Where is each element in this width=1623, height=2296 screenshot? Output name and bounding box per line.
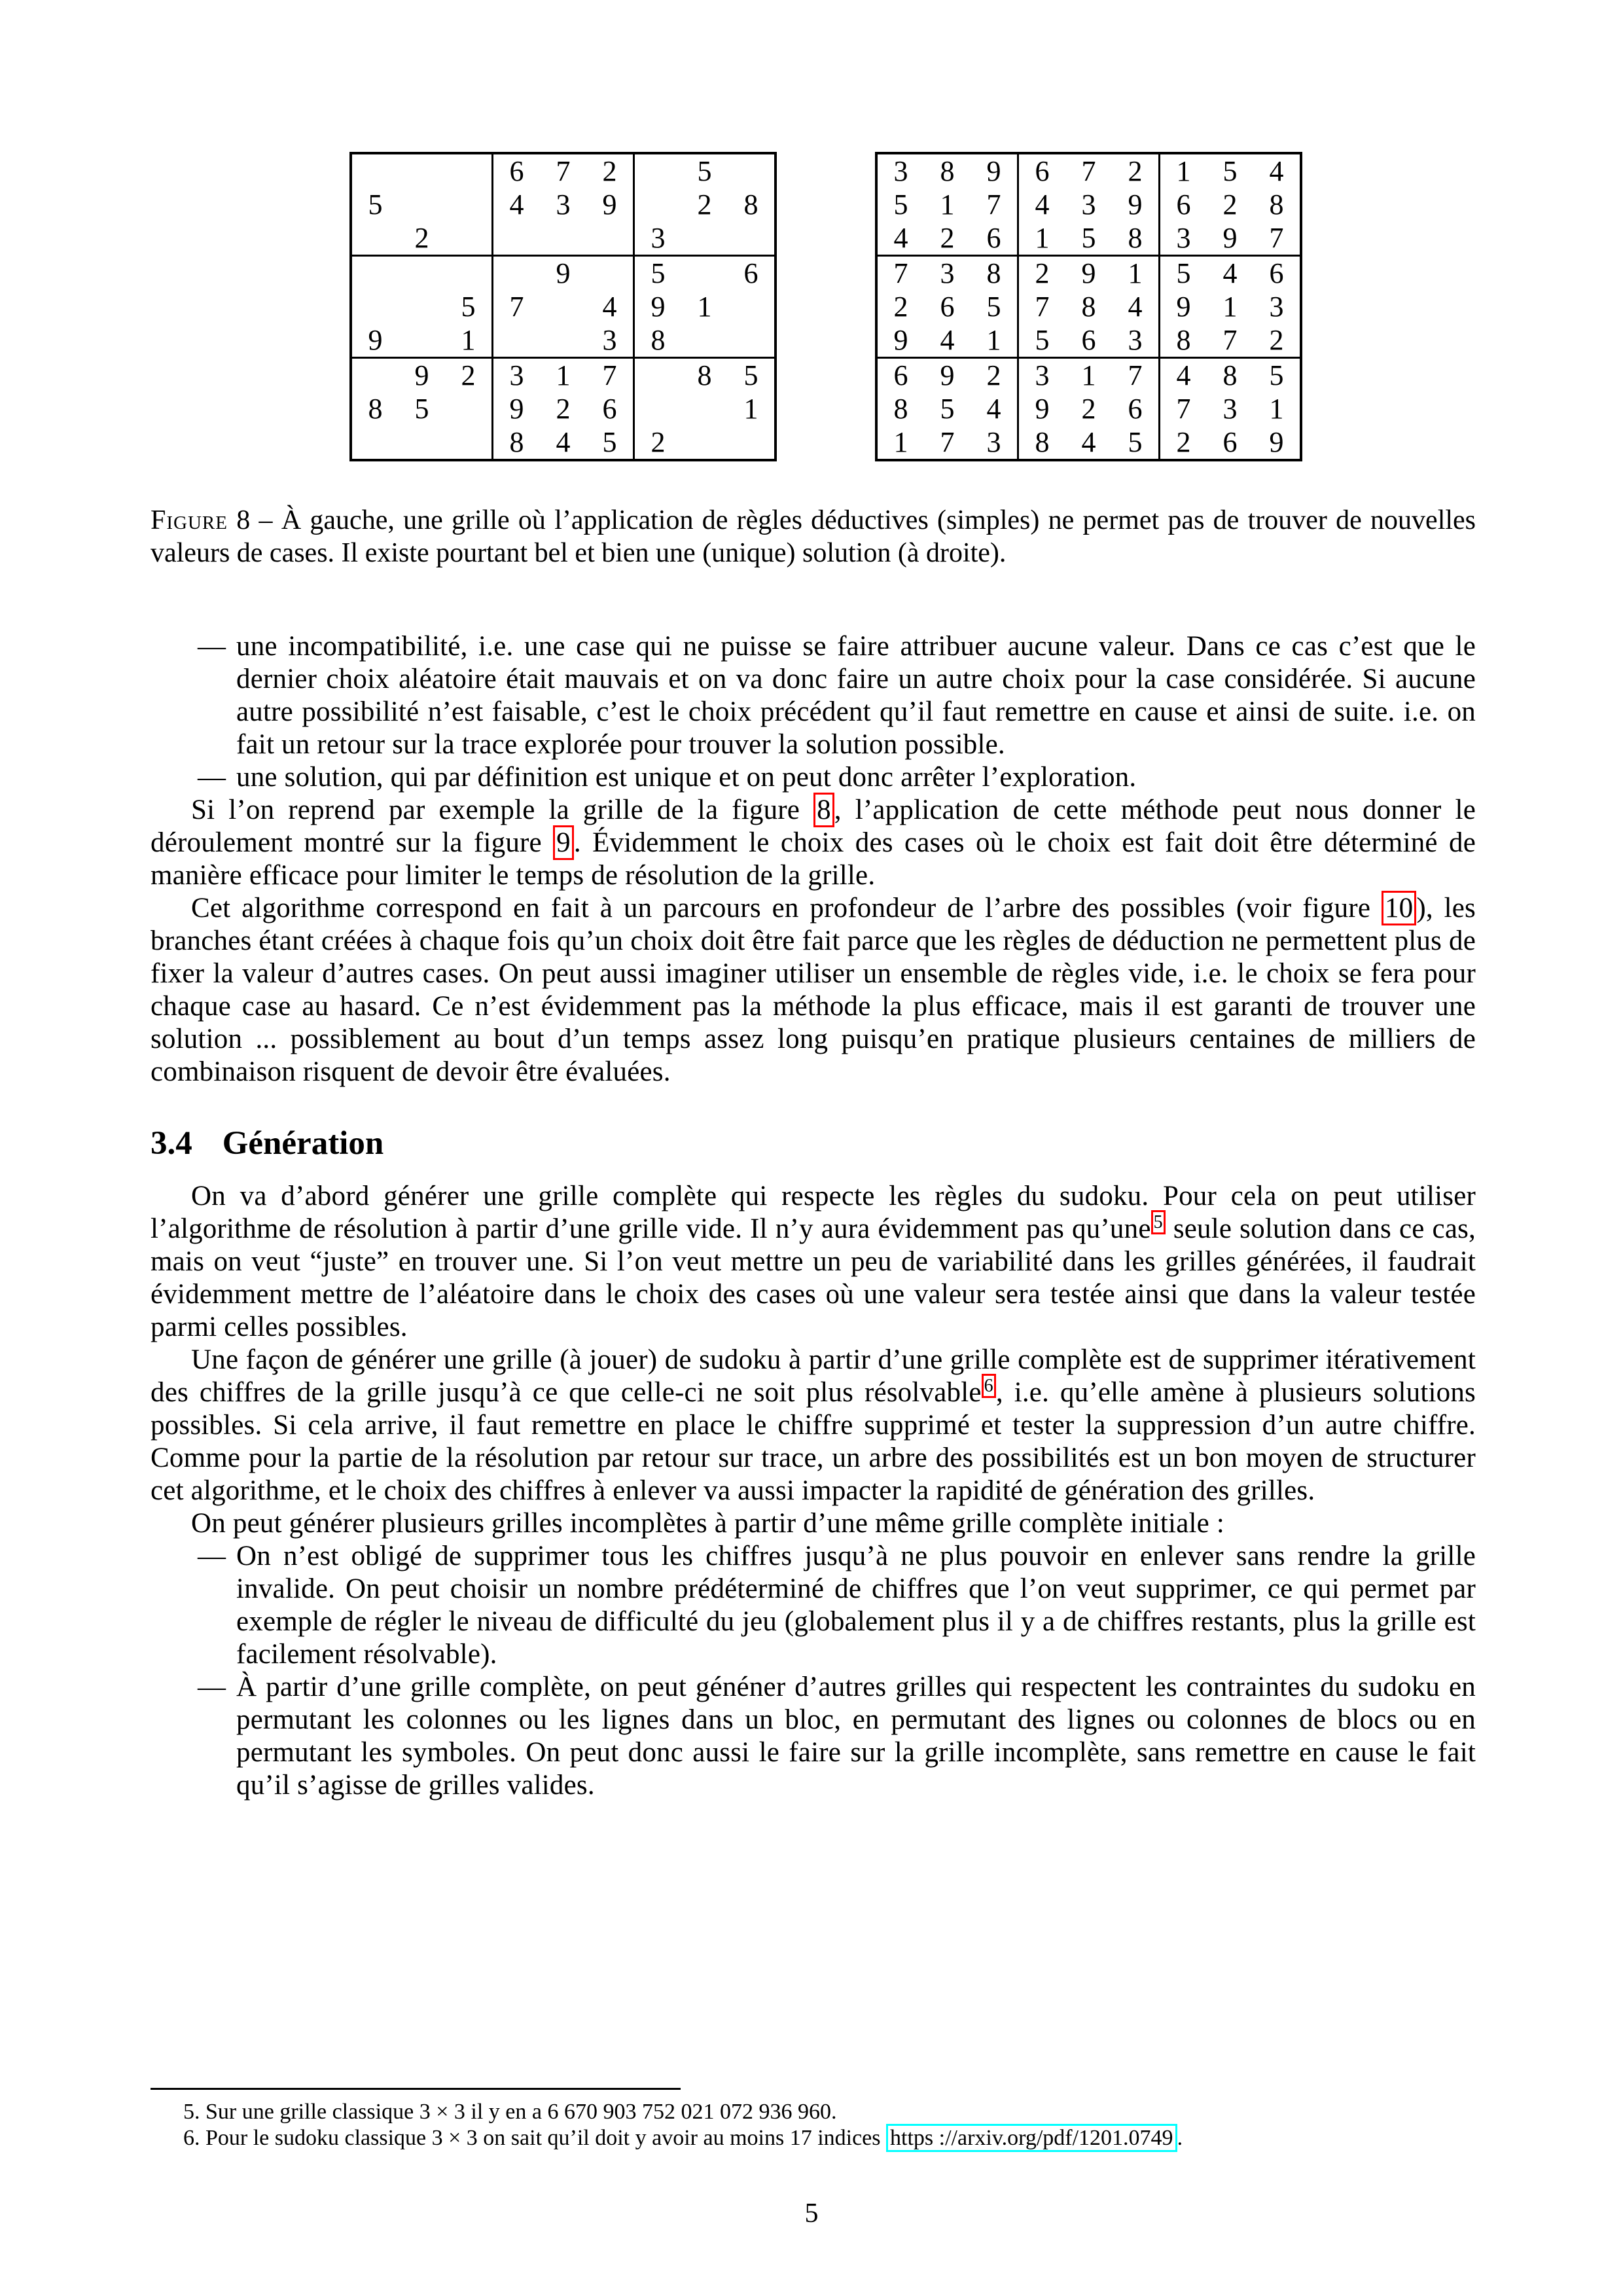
footnotes-block: [151, 2088, 1476, 2151]
sudoku-cell: 7: [509, 291, 524, 323]
sudoku-cell-empty: [351, 221, 399, 256]
sudoku-cell: 5: [1018, 323, 1066, 358]
sudoku-cell-empty: [351, 358, 399, 393]
sudoku-cell-empty: [351, 153, 399, 188]
sudoku-cell-empty: [728, 221, 776, 256]
sudoku-cell: 5: [368, 188, 383, 221]
outcomes-list: [151, 630, 1476, 794]
dash-marker: —: [198, 762, 226, 793]
sudoku-cell: 6: [1222, 426, 1238, 458]
sudoku-cell: 3: [971, 425, 1018, 460]
sudoku-cell: 8: [1222, 359, 1238, 391]
figure-ref-9[interactable]: 9: [553, 825, 574, 860]
sudoku-cell: 6: [1176, 188, 1191, 221]
sudoku-cell: 4: [1222, 257, 1238, 289]
sudoku-cell: 3: [556, 188, 571, 221]
sudoku-cell: 3: [1112, 323, 1160, 358]
sudoku-cell: 1: [1081, 359, 1096, 391]
sudoku-cell-empty: [399, 425, 445, 460]
sudoku-cell: 4: [1269, 155, 1284, 187]
sudoku-cell-empty: [634, 392, 682, 425]
sudoku-cell: 5: [586, 425, 634, 460]
sudoku-cell: 5: [1269, 359, 1284, 391]
sudoku-cell: 2: [893, 291, 908, 323]
sudoku-cell: 1: [1222, 291, 1238, 323]
sudoku-cell: 3: [634, 221, 682, 256]
sudoku-cell: 1: [743, 393, 758, 425]
figure-caption: [151, 504, 1476, 569]
figure-caption-label: Figure: [151, 505, 228, 535]
sudoku-cell: 2: [1035, 257, 1050, 289]
generation-options-list: [151, 1540, 1476, 1802]
sudoku-cell: 4: [971, 392, 1018, 425]
sudoku-cell: 9: [1112, 188, 1160, 221]
sudoku-cell: 1: [1176, 155, 1191, 187]
sudoku-cell: 5: [743, 359, 758, 391]
paragraph-cet-algorithme: [151, 892, 1476, 1088]
sudoku-cell: 5: [651, 257, 666, 289]
sudoku-cell: 8: [697, 359, 712, 391]
sudoku-cell: 1: [971, 323, 1018, 358]
sudoku-cell: 4: [876, 221, 924, 256]
sudoku-cell-empty: [728, 290, 776, 323]
figure-caption-number: 8: [236, 505, 251, 535]
paragraph-text: . Évidemment le choix des cases où le choix est fait doit être déterminé de manière efficace pour limiter le temps de résolution de la grille.: [151, 827, 1476, 891]
sudoku-cell: 8: [1112, 221, 1160, 256]
sudoku-cell: 2: [697, 188, 712, 221]
paragraph-une-facon: [151, 1344, 1476, 1507]
sudoku-cell: 4: [1081, 426, 1096, 458]
list-item: [151, 1540, 1476, 1671]
sudoku-cell-empty: [399, 153, 445, 188]
footnote-text: Pour le sudoku classique 3 × 3 on sait qu’il doit y avoir au moins 17 indices: [205, 2126, 887, 2150]
sudoku-cell: 2: [1253, 323, 1301, 358]
sudoku-cell-empty: [540, 323, 586, 358]
sudoku-row: [351, 358, 776, 393]
sudoku-cell-empty: [445, 188, 493, 221]
sudoku-cell: 7: [1035, 291, 1050, 323]
sudoku-cell: 1: [1112, 256, 1160, 291]
sudoku-cell-empty: [445, 425, 493, 460]
sudoku-cell: 1: [940, 188, 955, 221]
sudoku-cell: 8: [1081, 291, 1096, 323]
sudoku-row: [876, 425, 1301, 460]
sudoku-cell: 5: [1065, 221, 1112, 256]
footnote-marker: 6.: [183, 2126, 200, 2150]
sudoku-cell: 7: [586, 358, 634, 393]
sudoku-cell: 9: [556, 257, 571, 289]
sudoku-cell-empty: [351, 256, 399, 291]
sudoku-cell-empty: [728, 323, 776, 358]
sudoku-cell-empty: [351, 290, 399, 323]
sudoku-cell: 8: [1035, 426, 1050, 458]
sudoku-cell: 3: [509, 359, 524, 391]
sudoku-cell-empty: [586, 221, 634, 256]
sudoku-cell: 7: [940, 426, 955, 458]
sudoku-cell: 9: [414, 359, 429, 391]
sudoku-cell: 3: [1269, 291, 1284, 323]
sudoku-cell-empty: [493, 256, 541, 291]
sudoku-cell: 5: [1112, 425, 1160, 460]
sudoku-cell-empty: [445, 256, 493, 291]
sudoku-cell: 5: [1176, 257, 1191, 289]
sudoku-cell: 4: [1112, 290, 1160, 323]
footnote-text: .: [1177, 2126, 1183, 2150]
sudoku-cell: 2: [1112, 153, 1160, 188]
sudoku-cell: 7: [893, 257, 908, 289]
footnote-rule: [151, 2088, 681, 2090]
sudoku-cell: 9: [1035, 393, 1050, 425]
body-text: [151, 630, 1476, 1802]
sudoku-cell: 8: [743, 188, 758, 221]
sudoku-cell: 4: [509, 188, 524, 221]
sudoku-row: [351, 290, 776, 323]
sudoku-cell-empty: [681, 256, 728, 291]
page-number: 5: [804, 2198, 819, 2229]
sudoku-cell-empty: [586, 256, 634, 291]
section-number: 3.4: [151, 1125, 192, 1162]
sudoku-cell: 4: [924, 323, 971, 358]
sudoku-cell: 9: [876, 323, 924, 358]
sudoku-cell: 4: [1176, 359, 1191, 391]
section-title: Génération: [222, 1125, 384, 1162]
sudoku-cell: 8: [971, 256, 1018, 291]
sudoku-row: [876, 153, 1301, 188]
sudoku-cell: 6: [743, 257, 758, 289]
sudoku-cell: 3: [940, 257, 955, 289]
sudoku-row: [876, 290, 1301, 323]
dash-marker: —: [198, 1541, 226, 1571]
sudoku-cell-empty: [728, 425, 776, 460]
sudoku-cell: 6: [893, 359, 908, 391]
sudoku-cell: 7: [1253, 221, 1301, 256]
sudoku-cell: 1: [1018, 221, 1066, 256]
sudoku-cell: 5: [893, 188, 908, 221]
sudoku-cell: 3: [1222, 393, 1238, 425]
sudoku-cell: 5: [697, 155, 712, 187]
sudoku-cell-empty: [681, 323, 728, 358]
list-item-text: On n’est obligé de supprimer tous les chiffres jusqu’à ne plus pouvoir en enlever sans rendre la grille invalide. On peut choisir un nombre prédéterminé de chiffres que l’on veut supprimer, ce qui permet par exemple de régler le niveau de difficulté du jeu (globalement plus il y a de chiffres restants, plus la grille est facilement résolvable).: [236, 1541, 1476, 1670]
sudoku-cell: 9: [651, 291, 666, 323]
sudoku-cell: 5: [1222, 155, 1238, 187]
sudoku-cell: 3: [893, 155, 908, 187]
sudoku-cell: 6: [1065, 323, 1112, 358]
paragraph-text: Une façon de générer une grille (à jouer) de sudoku à partir d’une grille complète est de supprimer itérativement des chiffres de la grille jusqu’à ce que celle-ci ne soit plus résolvable: [151, 1344, 1476, 1408]
sudoku-cell: 5: [940, 393, 955, 425]
sudoku-cell: 8: [634, 323, 682, 358]
sudoku-row: [351, 221, 776, 256]
sudoku-cell: 7: [556, 155, 571, 187]
sudoku-cell: 6: [1035, 155, 1050, 187]
sudoku-cell: 9: [351, 323, 399, 358]
sudoku-cell-empty: [540, 221, 586, 256]
sudoku-row: [876, 358, 1301, 393]
sudoku-cell-empty: [445, 221, 493, 256]
sudoku-cell: 2: [924, 221, 971, 256]
sudoku-cell: 2: [399, 221, 445, 256]
sudoku-row: [351, 392, 776, 425]
footnote-ref-6[interactable]: 6: [982, 1374, 996, 1398]
sudoku-cell: 9: [1176, 291, 1191, 323]
dash-marker: —: [198, 1672, 226, 1702]
paragraph-text: , l’application de cette méthode peut nous donner le déroulement montré sur la figure: [151, 795, 1476, 858]
sudoku-cell: 4: [1035, 188, 1050, 221]
figure-caption-text: À gauche, une grille où l’application de règles déductives (simples) ne permet pas de trouver de nouvelles valeurs de cases. Il existe pourtant bel et bien une (unique) solution (à droite).: [151, 505, 1476, 568]
sudoku-cell: 2: [651, 426, 666, 458]
footnote-6: [151, 2125, 1476, 2151]
sudoku-cell: 3: [1035, 359, 1050, 391]
sudoku-cell-empty: [681, 425, 728, 460]
sudoku-cell: 1: [445, 323, 493, 358]
figure-8-grids: [349, 152, 1302, 461]
sudoku-cell: 2: [1222, 188, 1238, 221]
paragraph-text: Si l’on reprend par exemple la grille de la figure: [191, 795, 814, 825]
list-item-text: une incompatibilité, i.e. une case qui ne puisse se faire attribuer aucune valeur. Dans ce cas c’est que le dernier choix aléatoire était mauvais et on va donc faire un autre choix pour la case considérée. Si aucune autre possibilité n’est faisable, c’est le choix précédent qu’il faut remettre en cause et ainsi de suite. i.e. on fait un retour sur la trace explorée pour trouver la solution possible.: [236, 631, 1476, 760]
list-item-text: une solution, qui par définition est unique et on peut donc arrêter l’exploration.: [236, 762, 1137, 793]
footnote-marker: 5.: [183, 2100, 200, 2124]
sudoku-cell-empty: [681, 392, 728, 425]
sudoku-row: [351, 153, 776, 188]
paragraph-on-peut-generer: On peut générer plusieurs grilles incomplètes à partir d’une même grille complète initiale :: [191, 1508, 1225, 1539]
sudoku-cell-empty: [728, 153, 776, 188]
sudoku-cell: 3: [1081, 188, 1096, 221]
arxiv-url-link[interactable]: https ://arxiv.org/pdf/1201.0749: [886, 2124, 1177, 2152]
sudoku-row: [351, 425, 776, 460]
sudoku-cell: 8: [893, 393, 908, 425]
sudoku-cell: 9: [940, 359, 955, 391]
sudoku-cell-empty: [445, 392, 493, 425]
sudoku-cell: 6: [940, 291, 955, 323]
footnote-5: [151, 2099, 1476, 2125]
paragraph-text: On va d’abord générer une grille complète qui respecte les règles du sudoku. Pour cela on peut utiliser l’algorithme de résolution à partir d’une grille vide. Il n’y aura évidemment pas qu’une: [151, 1181, 1476, 1244]
figure-caption-dash: –: [259, 505, 273, 535]
sudoku-cell: 4: [556, 426, 571, 458]
sudoku-cell-empty: [634, 153, 682, 188]
sudoku-cell: 7: [1176, 393, 1191, 425]
sudoku-cell: 2: [556, 393, 571, 425]
sudoku-row: [876, 392, 1301, 425]
sudoku-cell: 4: [586, 290, 634, 323]
sudoku-cell: 7: [1081, 155, 1096, 187]
sudoku-cell: 2: [586, 153, 634, 188]
figure-ref-8[interactable]: 8: [813, 793, 834, 827]
sudoku-cell: 8: [1160, 323, 1207, 358]
sudoku-row: [351, 323, 776, 358]
sudoku-cell: 1: [893, 426, 908, 458]
sudoku-cell: 9: [971, 153, 1018, 188]
sudoku-cell-empty: [399, 256, 445, 291]
sudoku-cell: 9: [509, 393, 524, 425]
sudoku-cell: 7: [1112, 358, 1160, 393]
sudoku-row: [876, 256, 1301, 291]
sudoku-cell: 6: [1112, 392, 1160, 425]
sudoku-cell: 1: [556, 359, 571, 391]
sudoku-cell-empty: [493, 221, 541, 256]
sudoku-cell: 6: [509, 155, 524, 187]
sudoku-cell-empty: [540, 290, 586, 323]
sudoku-cell-empty: [634, 188, 682, 221]
sudoku-cell: 1: [1269, 393, 1284, 425]
sudoku-cell: 6: [1269, 257, 1284, 289]
sudoku-cell-empty: [681, 221, 728, 256]
sudoku-row: [351, 188, 776, 221]
sudoku-cell: 2: [445, 358, 493, 393]
paragraph-text: , i.e. qu’elle amène à plusieurs solutions possibles. Si cela arrive, il faut remettre en place le chiffre supprimé et tester la suppression d’un autre chiffre. Comme pour la partie de la résolution par retour sur trace, un arbre des possibilités est un bon moyen de structurer cet algorithme, et le choix des chiffres à enlever va aussi impacter la rapidité de génération des grilles.: [151, 1377, 1476, 1506]
sudoku-cell: 9: [586, 188, 634, 221]
paragraph-text: seule solution dans ce cas, mais on veut “juste” en trouver une. Si l’on veut mettre un peu de variabilité dans les grilles générées, il faudrait évidemment mettre de l’aléatoire dans le choix des cases où une valeur sera testée ainsi que dans la valeur testée parmi celles possibles.: [151, 1213, 1476, 1342]
paragraph-si-lon-reprend: [151, 794, 1476, 892]
figure-ref-10[interactable]: 10: [1382, 891, 1416, 925]
sudoku-cell: 6: [971, 221, 1018, 256]
sudoku-row: [351, 256, 776, 291]
sudoku-cell-empty: [445, 153, 493, 188]
sudoku-cell: 8: [1269, 188, 1284, 221]
sudoku-row: [876, 221, 1301, 256]
sudoku-cell: 2: [1176, 426, 1191, 458]
sudoku-cell: 7: [1207, 323, 1253, 358]
sudoku-cell-empty: [399, 323, 445, 358]
list-item: [151, 761, 1476, 794]
paragraph-text: Cet algorithme correspond en fait à un parcours en profondeur de l’arbre des possibles (voir figure: [191, 893, 1382, 924]
sudoku-cell: 9: [1081, 257, 1096, 289]
sudoku-grid-puzzle: [349, 152, 777, 461]
sudoku-cell: 5: [445, 290, 493, 323]
sudoku-cell: 5: [971, 290, 1018, 323]
footnote-text: Sur une grille classique 3 × 3 il y en a 6 670 903 752 021 072 936 960.: [205, 2100, 837, 2124]
paragraph-on-va-generer: [151, 1180, 1476, 1344]
sudoku-cell: 7: [971, 188, 1018, 221]
sudoku-cell-empty: [634, 358, 682, 393]
sudoku-row: [876, 323, 1301, 358]
sudoku-cell-empty: [493, 323, 541, 358]
footnote-ref-5[interactable]: 5: [1151, 1210, 1166, 1234]
dash-marker: —: [198, 631, 226, 662]
sudoku-cell: 1: [697, 291, 712, 323]
sudoku-cell: 3: [1160, 221, 1207, 256]
list-item-text: À partir d’une grille complète, on peut généner d’autres grilles qui respectent les contraintes du sudoku en permutant les colonnes ou les lignes dans un bloc, en permutant des lignes ou colonnes de blocs ou en permutant les symboles. On peut donc aussi le faire sur la grille incomplète, sans remettre en cause le fait qu’il s’agisse de grilles valides.: [236, 1672, 1476, 1801]
sudoku-cell: 8: [368, 393, 383, 425]
sudoku-row: [876, 188, 1301, 221]
sudoku-cell: 9: [1207, 221, 1253, 256]
sudoku-cell: 5: [414, 393, 429, 425]
sudoku-cell-empty: [399, 188, 445, 221]
section-heading-3-4: [151, 1124, 1476, 1163]
sudoku-cell: 8: [509, 426, 524, 458]
sudoku-cell-empty: [399, 290, 445, 323]
list-item: [151, 1671, 1476, 1802]
sudoku-cell: 3: [586, 323, 634, 358]
sudoku-cell-empty: [351, 425, 399, 460]
sudoku-cell: 8: [940, 155, 955, 187]
sudoku-cell: 9: [1269, 426, 1284, 458]
sudoku-grid-solution: [875, 152, 1302, 461]
list-item: [151, 630, 1476, 761]
paragraph-text: ), les branches étant créées à chaque fois qu’un choix doit être fait parce que les règles de déduction ne permettent plus de fixer la valeur d’autres cases. On peut aussi imaginer utiliser un ensemble de règles vide, i.e. le choix se fera pour chaque case au hasard. Ce n’est évidemment pas la méthode la plus efficace, mais il est garanti de trouver une solution ... possiblement au bout d’un temps assez long puisqu’en pratique plusieurs centaines de milliers de combinaison risquent de devoir être évaluées.: [151, 893, 1476, 1087]
sudoku-cell: 6: [586, 392, 634, 425]
sudoku-cell: 2: [1081, 393, 1096, 425]
sudoku-cell: 2: [971, 358, 1018, 393]
